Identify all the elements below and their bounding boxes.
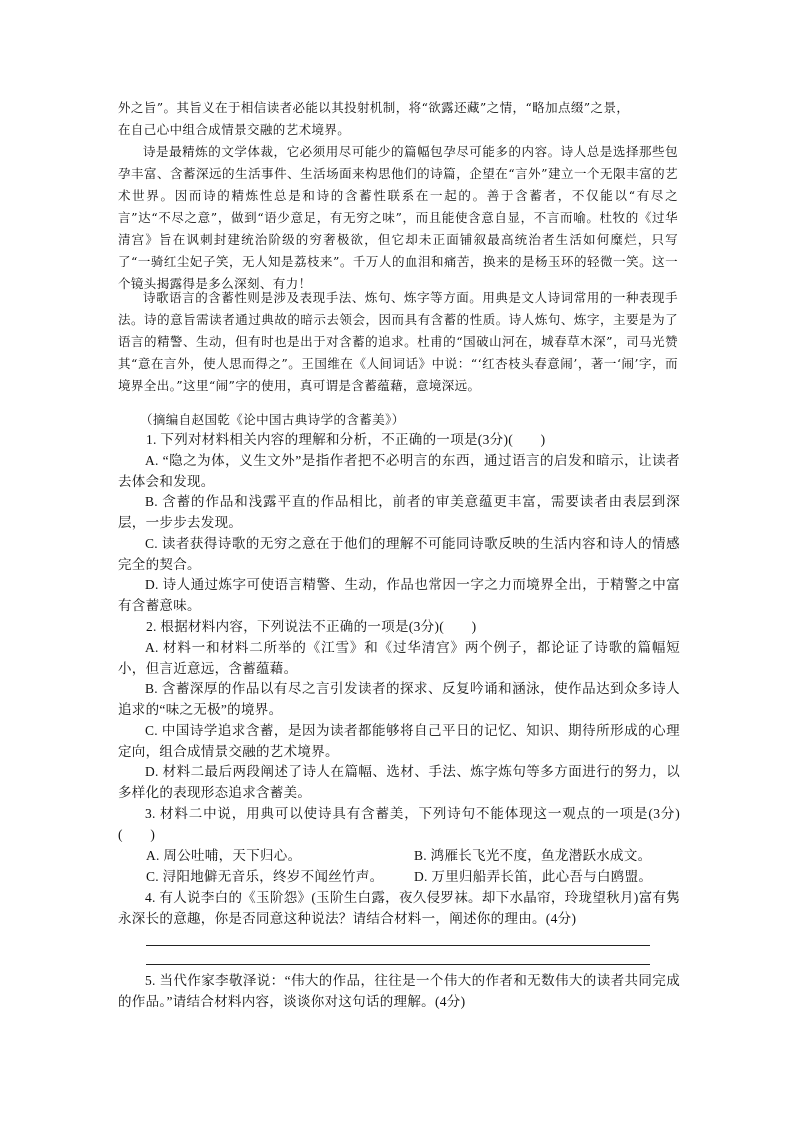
passage-paragraph-3: 诗歌语言的含蓄性则是涉及表现手法、炼句、炼字等方面。用典是文人诗词常用的一种表现手法。诗的意旨需读者通过典故的暗示去领会，因而具有含蓄的性质。诗人炼句、炼字，主要是为了语言的精警、生动，但有时也是出于对含蓄的追求。杜甫的“国破山河在，城春草木深”，司马光赞其“意在言外，使人思而得之”。王国维在《人间词话》中说：“‘红杏枝头春意闹’，著一‘闹’字，而境界全出。”这里“闹”字的使用，真可谓是含蓄蕴藉，意境深远。	[118, 290, 678, 393]
q4-answer-line-1[interactable]	[146, 945, 650, 946]
q5-stem: 5. 当代作家李敬泽说：“伟大的作品，往往是一个伟大的作者和无数伟大的读者共同完成的作品。”请结合材料内容，谈谈你对这句话的理解。(4分)	[118, 973, 680, 1009]
passage-source: （摘编自赵国乾《论中国古典诗学的含蓄美》）	[140, 412, 405, 427]
q3-option-d: D. 万里归船弄长笛，此心吾与白鸥盟。	[414, 869, 653, 884]
q2-option-b: B. 含蓄深厚的作品以有尽之言引发读者的探求、反复吟诵和涵泳，使作品达到众多诗人追求的“味之无极”的境界。	[118, 681, 680, 717]
q2-option-a: A. 材料一和材料二所举的《江雪》和《过华清宫》两个例子，都论证了诗歌的篇幅短小，但言近意远，含蓄蕴藉。	[118, 640, 680, 676]
q3-options-row-2	[118, 866, 678, 887]
q1-option-a: A. “隐之为体，义生文外”是指作者把不必明言的东西，通过语言的启发和暗示，让读者去体会和发现。	[118, 453, 680, 489]
q4-answer-line-2[interactable]	[146, 964, 650, 965]
q3-stem: 3. 材料二中说，用典可以使诗具有含蓄美，下列诗句不能体现这一观点的一项是(3分)( )	[118, 806, 680, 842]
passage-p1-line1: 外之旨”。其旨义在于相信读者必能以其投射机制，将“欲露还藏”之情，“略加点缀”之景，	[118, 100, 630, 115]
q1-stem: 1. 下列对材料相关内容的理解和分析，不正确的一项是(3分)( )	[146, 432, 546, 447]
q3-option-b: B. 鸿雁长飞光不度，鱼龙潜跃水成文。	[414, 848, 652, 863]
q3-options-row-1	[118, 845, 678, 866]
q1-option-c: C. 读者获得诗歌的无穷之意在于他们的理解不可能同诗歌反映的生活内容和诗人的情感完全的契合。	[118, 536, 680, 572]
q2-option-d: D. 材料二最后两段阐述了诗人在篇幅、选材、手法、炼字炼句等多方面进行的努力，以多样化的表现形态追求含蓄美。	[118, 764, 680, 800]
q1-option-b: B. 含蓄的作品和浅露平直的作品相比，前者的审美意蕴更丰富，需要读者由表层到深层，一步步去发现。	[118, 494, 680, 530]
passage-p1-line2: 在自己心中组合成情景交融的艺术境界。	[118, 122, 351, 137]
q3-option-a: A. 周公吐哺，天下归心。	[146, 848, 302, 863]
q2-stem: 2. 根据材料内容，下列说法不正确的一项是(3分)( )	[146, 619, 477, 634]
q3-option-c: C. 浔阳地僻无音乐，终岁不闻丝竹声。	[146, 869, 384, 884]
q4-stem: 4. 有人说李白的《玉阶怨》(玉阶生白露，夜久侵罗袜。却下水晶帘，玲珑望秋月)富有隽永深长的意趣，你是否同意这种说法？请结合材料一，阐述你的理由。(4分)	[118, 890, 680, 926]
q1-option-d: D. 诗人通过炼字可使语言精警、生动，作品也常因一字之力而境界全出，于精警之中富有含蓄意味。	[118, 577, 680, 613]
q2-option-c: C. 中国诗学追求含蓄，是因为读者都能够将自己平日的记忆、知识、期待所形成的心理定向，组合成情景交融的艺术境界。	[118, 723, 680, 759]
passage-paragraph-2: 诗是最精炼的文学体裁，它必须用尽可能少的篇幅包孕尽可能多的内容。诗人总是选择那些包孕丰富、含蓄深远的生活事件、生活场面来构思他们的诗篇，企望在“言外”建立一个无限丰富的艺术世界。因而诗的精炼性总是和诗的含蓄性联系在一起的。善于含蓄者，不仅能以“有尽之言”达“不尽之意”，做到“语少意足，有无穷之味”，而且能使含意自显，不言而喻。杜牧的《过华清宫》旨在讽刺封建统治阶级的穷奢极欲，但它却未正面铺叙最高统治者生活如何糜烂，只写了“一骑红尘妃子笑，无人知是荔枝来”。千万人的血泪和痛苦，换来的是杨玉环的轻微一笑。这一个镜头揭露得是多么深刻、有力！	[118, 144, 678, 291]
